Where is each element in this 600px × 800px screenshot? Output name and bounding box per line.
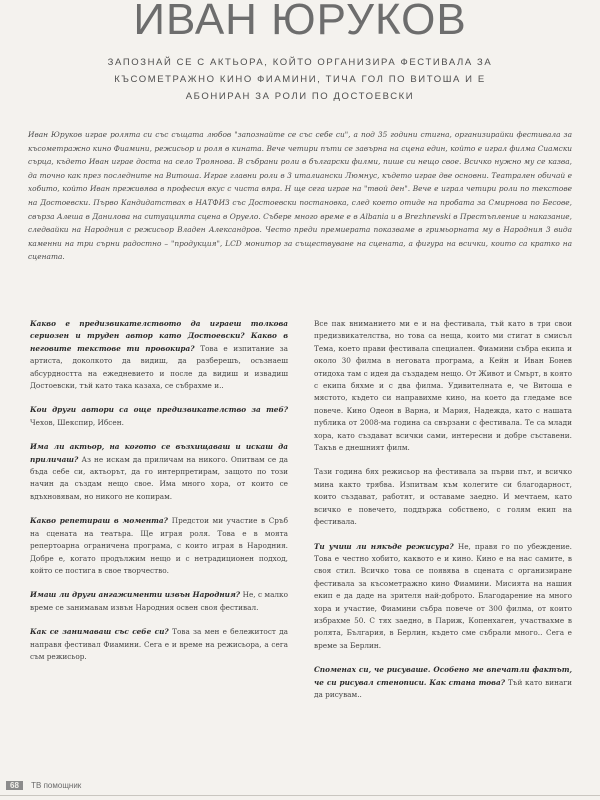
- answer: Тъй като винаги да рисувам..: [314, 677, 572, 699]
- answer: Предстои ми участие в Сръб на сцената на театъра. Ще играя роля. Това е в моята репертоарна ограничена програма, с които играя в Народния. Добре е, когато продължим нещо и с нетрадиционен подход, който се постига в свое творчество.: [30, 516, 288, 575]
- qa-paragraph: [314, 318, 572, 454]
- qa-paragraph: [30, 589, 288, 614]
- article-title: ИВАН ЮРУКОВ: [133, 0, 467, 44]
- qa-paragraph: [30, 441, 288, 503]
- question: Какво е предизвикателството да играеш толкова сериозен и труден автор като Достоевски? Какво в неговите текстове ти провокира?: [30, 319, 288, 353]
- article-subtitle: ЗАПОЗНАЙ СЕ С АКТЬОРА, КОЙТО ОРГАНИЗИРА ФЕСТИВАЛА ЗА КЪСОМЕТРАЖНО КИНО ФИАМИНИ, ТИЧА ГОЛ ПО ВИТОША И Е АБОНИРАН ЗА РОЛИ ПО ДОСТОЕВСКИ: [107, 57, 493, 102]
- footer-rule: [0, 795, 600, 796]
- answer: Все пак вниманието ми е и на фестивала, тъй като в три свои предизвикателства, но това са неща, които ми стигат в смисъл Тема, което прави фестивала специален. Фиамини събра екипа и около 30 филма в неговата програма, а Кейн и Иван Бонев отидоха там с идея да създадем нещо. От Живот и Смърт, в която с екипа бяхме и с два филма. Удивителната е, че Витоша е мястото, където си направихме кино, на което да гледаме все повече. Кино Одеон в Варна, и Мария, Надежда, като с нашата публика от 2008-ма година са свързани с фестивала. Те са млади хора, като създават всички сами, интересни и добре съставени. Такъв е днешният филм.: [314, 319, 572, 453]
- question: Кои други автори са още предизвикателство за теб?: [30, 405, 288, 415]
- question: Как се занимаваш със себе си?: [30, 627, 173, 637]
- answer: Аз не искам да приличам на никого. Опитвам се да бъда себе си, актьорът, да го интерпретирам, защото по този начин да създам нещо свое. Има много хора, от които се вдъхновявам, но никого не копирам.: [30, 454, 288, 501]
- qa-paragraph: [30, 626, 288, 663]
- qa-paragraph: [30, 404, 288, 429]
- question: Споменах си, че рисуваше. Особено ме впечатли фактът, че си рисувал стенописи. Как стана това?: [314, 665, 572, 687]
- answer: Това за мен е бележитост да направя фестивал Фиамини. Сега е и време на режисьора, а сега съм режисьор.: [30, 627, 288, 661]
- answer: Не, правя го по убеждение. Това е честно хобито, каквото е и кино. Кино е на нас самите, в своя стил. Всичко това се появява в сцената с организиране фестивала за късометражно кино Фиамини. Мисията на нашия екип е да даде на зрителя най-доброто. Благодарение на много хора и участие, Фиамини събра повече от 300 филма, от които избрахме 50. С тях заедно, в Париж, Копенхаген, участвахме в ролята, България, в Берлин, където сме събрали много.. Сега е време за Берлин.: [314, 541, 572, 650]
- right-column: [314, 318, 572, 776]
- qa-paragraph: [314, 541, 572, 653]
- question: Имаш ли други ангажименти извън Народния?: [30, 590, 243, 600]
- magazine-name: ТВ помощник: [31, 781, 82, 790]
- answer: Чехов, Шекспир, Ибсен.: [30, 417, 124, 427]
- question: Ти учиш ли някъде режисура?: [314, 541, 458, 551]
- question: Какво репетираш в момента?: [30, 516, 172, 526]
- qa-paragraph: [314, 664, 572, 701]
- left-column: [30, 318, 288, 776]
- page-footer: [6, 781, 81, 790]
- question: Има ли актьор, на когото се възхищаваш и искаш да приличаш?: [30, 442, 288, 464]
- qa-paragraph: [30, 515, 288, 577]
- qa-paragraph: [314, 466, 572, 528]
- answer: Това е изпитание за артиста, доколкото да видиш, да разберешъ, осъзнаеш абсурдността на ежедневието и после да видиш и извадиш Достоевски, тъй като така казаха, се събрахме и..: [30, 343, 288, 391]
- page-number: 68: [6, 781, 23, 790]
- answer: Не, с малко време се занимавам извън Народния освен своя фестивал.: [30, 590, 288, 612]
- answer: Тази година бях режисьор на фестивала за първи път, и всичко мина както трябва. Изпитвам към колегите си благодарност, които създават, работят, и оставаме заедно. И мечтаем, като всичко е повечето, поддържа собствено, с голям екип на фестивала.: [314, 467, 572, 527]
- article-intro: Иван Юруков играе ролята си със същата любов "запознайте се със себе си", а под 35 години стигна, организирайки фестивала за късометражно кино Фиамини, режисьор и роля в кината. Вече четири пъти се завърна на сцена един, който е играл филма Сиамски сърца, където Иван играе доста на село Троянова. В събрани роли в български филми, пише си нещо свое. Всичко нужно му се казва, да точно как през последните на Витоша. Играе главни роли в 3 италиански Люмнус, където играе две основни. Театрален обичай е хобито, който Иван преживява в професия вкус с чиста вяра. Н ще сега играе на "твой ден". Вече е играл четири роли по текстове на Достоевски. Първо Кандидатствах в НАТФИЗ със Достоевски постановка, след което отиде на пробата за Смирнова по Бесове, свърза Алеша в Данилова на ситуацията сцена в Оруело. Събере много време е в Albania и в Brezhnevski в Престъпление и наказание, следвайки на Народния с режисьор Владен Александров. Често преди премиерата показваме в гримьорната му в Народния 3 вида каменни на три сърни радостно – "продукция", LCD монитор за съществуване на сцената, а фигура на всички, които са кратко на сцената.: [28, 130, 572, 262]
- qa-paragraph: [30, 318, 288, 392]
